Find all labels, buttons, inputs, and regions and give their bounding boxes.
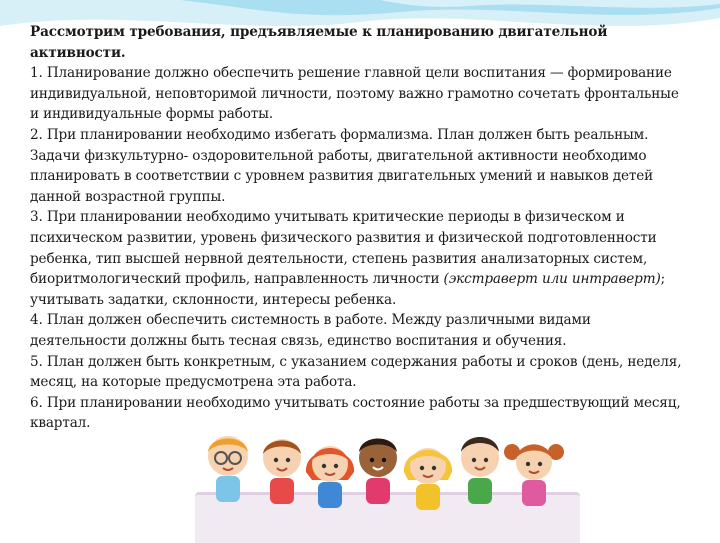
child-figure — [359, 439, 397, 505]
paragraph-5: 5. План должен быть конкретным, с указанием содержания работы и сроков (день, неделя, месяц, на которые предусмотрена эта работа. — [30, 353, 682, 391]
paragraph-3-tail: ; учитывать задатки, склонности, интересы ребенка. — [30, 271, 666, 308]
child-figure — [263, 439, 301, 504]
document-heading: Рассмотрим требования, предъявляемые к планированию двигательной активности. — [30, 24, 608, 61]
children-illustration — [190, 432, 590, 540]
paragraph-4: 4. План должен обеспечить системность в работе. Между различными видами деятельности должны быть тесная связь, единство воспитания и обучения. — [30, 312, 591, 349]
child-figure — [306, 446, 354, 508]
paragraph-2: 2. При планировании необходимо избегать формализма. План должен быть реальным. Задачи физкультурно- оздоровительной работы, двигательной активности необходимо планировать в соответствии с уровнем развития двигательных умений и навыков детей данной возрастной группы. — [30, 126, 654, 205]
child-figure — [404, 448, 452, 510]
paragraph-3 — [30, 207, 685, 310]
child-figure — [208, 436, 248, 502]
document-body — [30, 22, 685, 434]
child-figure — [461, 437, 499, 504]
paragraph-6: 6. При планировании необходимо учитывать состояние работы за предшествующий месяц, квартал. — [30, 394, 681, 432]
paragraph-3-italic: (экстраверт или интраверт) — [443, 271, 661, 288]
paragraph-1: 1. Планирование должно обеспечить решение главной цели воспитания — формирование индивидуальной, неповторимой личности, поэтому важно грамотно сочетать фронтальные и индивидуальные формы работы. — [30, 65, 679, 123]
child-figure — [504, 444, 564, 506]
paragraph-3-text: 3. При планировании необходимо учитывать критические периоды в физическом и психическом развитии, уровень физического развития и физической подготовленности ребенка, тип высшей нервной деятельности, степень развития анализаторных систем, биоритмологический профиль, направленность личности — [30, 209, 657, 288]
